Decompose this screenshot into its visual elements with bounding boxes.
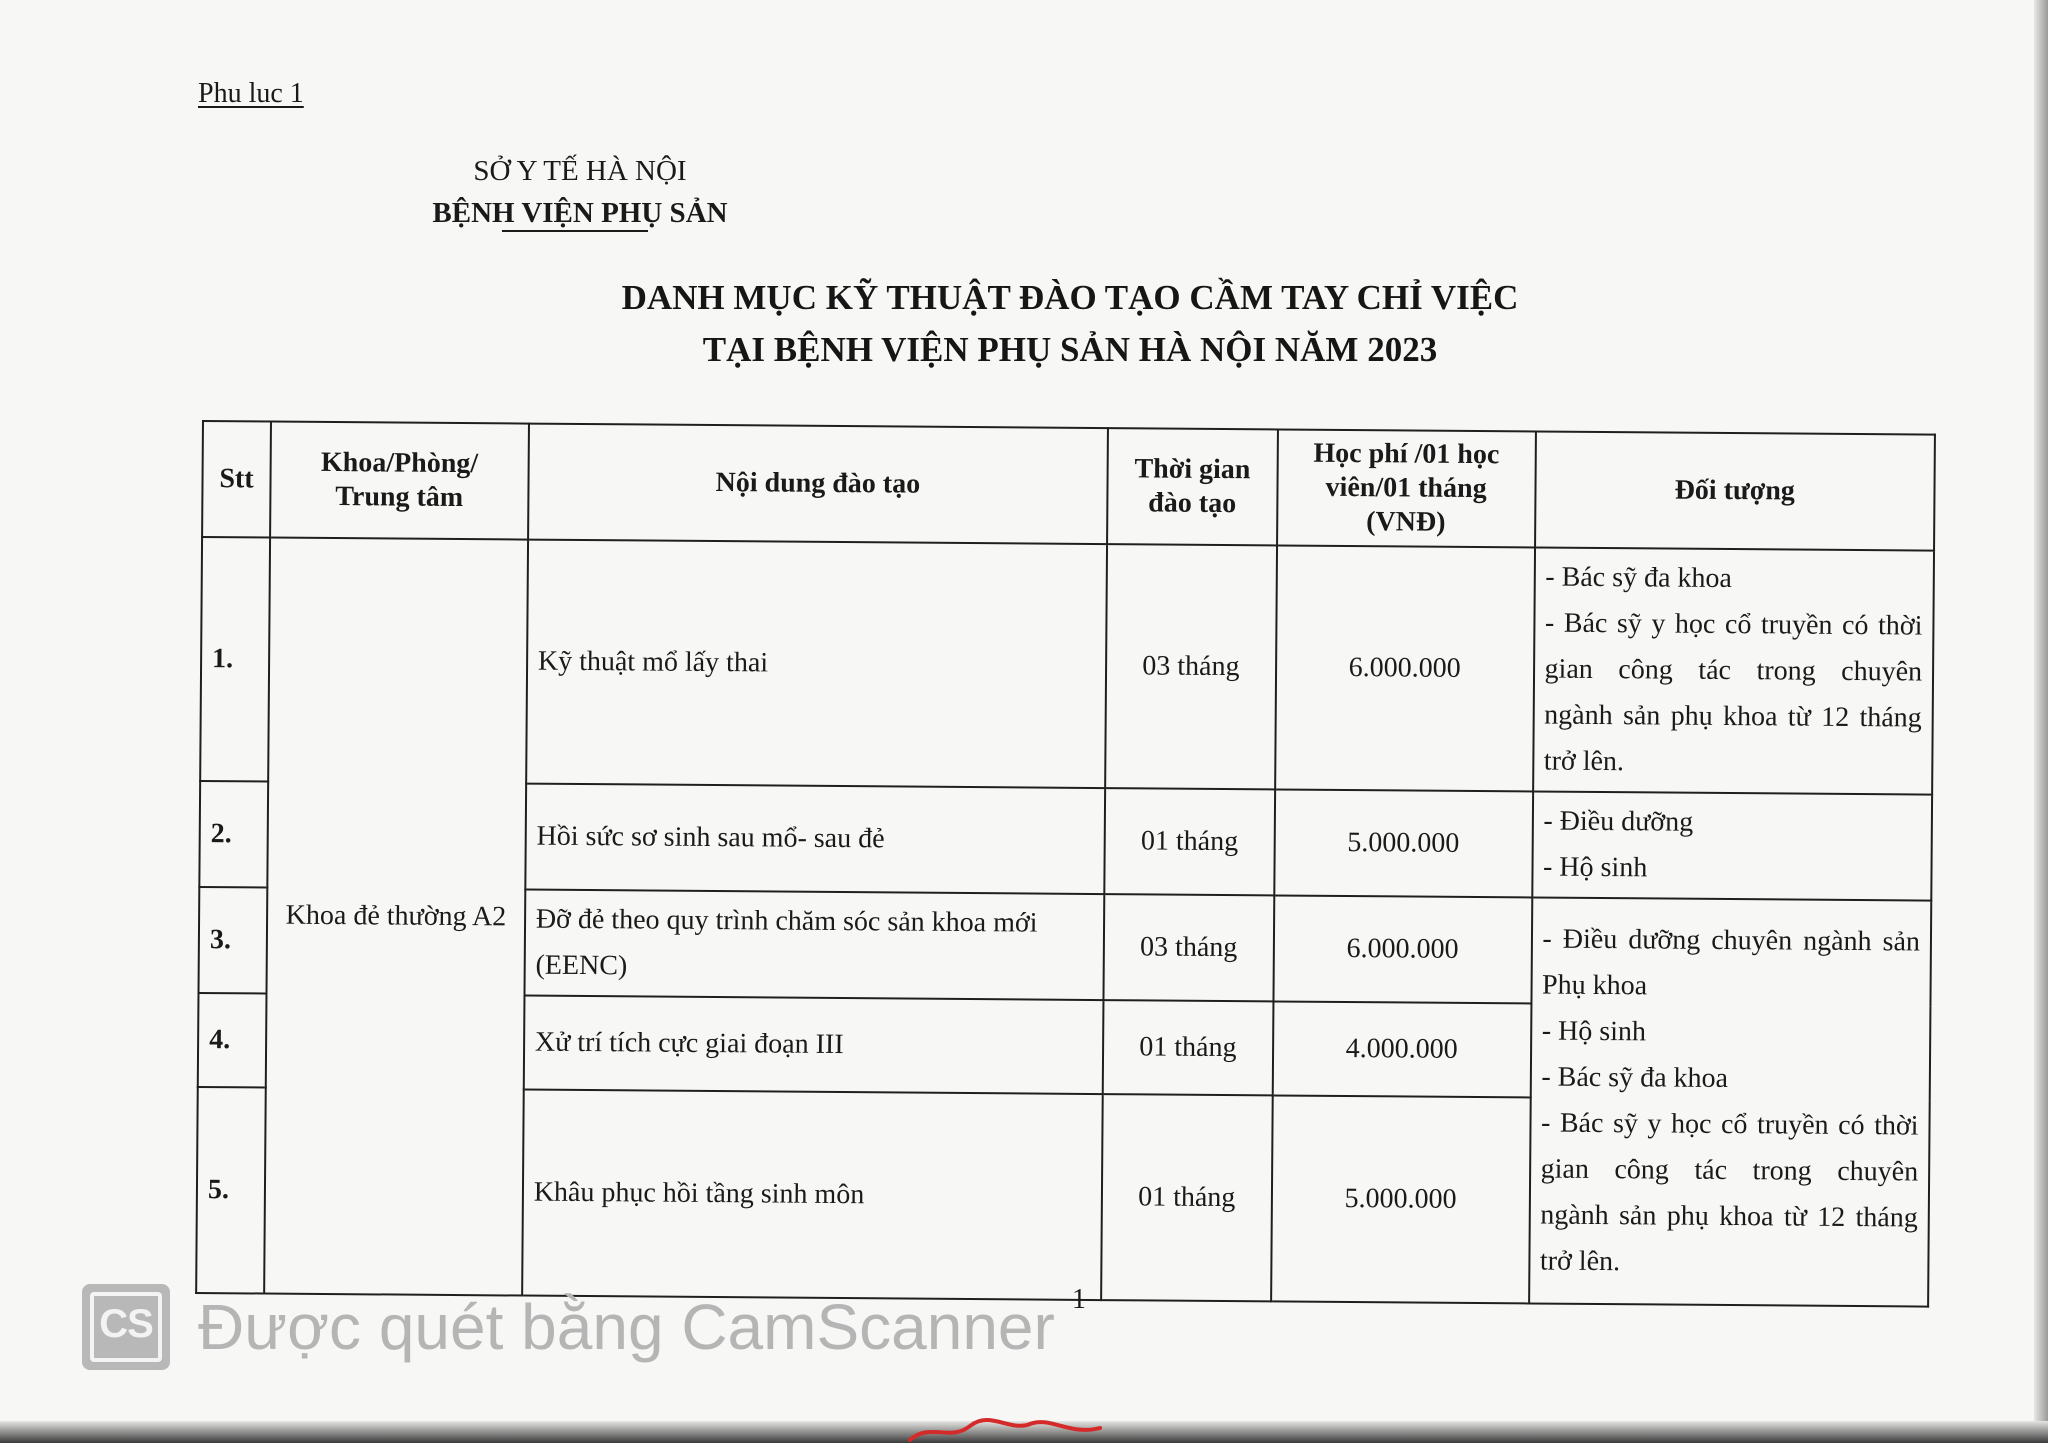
department-cell: Khoa đẻ thường A2 bbox=[264, 538, 528, 1296]
row-stt: 4. bbox=[198, 993, 267, 1088]
row-fee: 6.000.000 bbox=[1275, 545, 1535, 791]
target-line: - Bác sỹ y học cổ truyền có thời gian công tác trong chuyên ngành sản phụ khoa từ 12 tháng trở lên. bbox=[1539, 1107, 1919, 1278]
row-content: Đỡ đẻ theo quy trình chăm sóc sản khoa mới (EENC) bbox=[524, 890, 1104, 1001]
department-name: SỞ Y TẾ HÀ NỘI bbox=[473, 155, 687, 187]
row-duration: 03 tháng bbox=[1105, 544, 1277, 789]
header-duration: Thời gian đào tạo bbox=[1107, 428, 1278, 545]
row-fee: 5.000.000 bbox=[1274, 789, 1533, 897]
row-stt: 2. bbox=[199, 781, 268, 888]
row-content: Xử trí tích cực giai đoạn III bbox=[524, 996, 1104, 1095]
row-stt: 3. bbox=[198, 887, 267, 994]
page-edge-shadow bbox=[2034, 0, 2048, 1443]
hospital-name: BỆNH VIỆN PHỤ SẢN bbox=[432, 192, 727, 234]
header-fee: Học phí /01 học viên/01 tháng (VNĐ) bbox=[1277, 429, 1536, 547]
row-stt: 5. bbox=[196, 1087, 266, 1294]
header-stt: Stt bbox=[202, 421, 271, 538]
target-line: - Bác sỹ đa khoa bbox=[1545, 561, 1733, 595]
row-fee: 5.000.000 bbox=[1271, 1095, 1530, 1303]
row-duration: 01 tháng bbox=[1104, 788, 1275, 895]
camscanner-logo-icon bbox=[82, 1284, 170, 1370]
target-line: - Hộ sinh bbox=[1542, 851, 1648, 884]
target-cell bbox=[1533, 547, 1934, 794]
header-content: Nội dung đào tạo bbox=[528, 424, 1108, 545]
watermark-text: Được quét bằng CamScanner bbox=[198, 1291, 1055, 1363]
red-ink-mark bbox=[900, 1412, 1120, 1442]
target-line: - Điều dưỡng chuyên ngành sản Phụ khoa bbox=[1541, 923, 1921, 1002]
target-line: - Bác sỹ đa khoa bbox=[1541, 1061, 1729, 1095]
row-content: Kỹ thuật mổ lấy thai bbox=[526, 540, 1107, 789]
target-cell bbox=[1532, 791, 1932, 900]
header-target: Đối tượng bbox=[1535, 431, 1935, 550]
row-duration: 01 tháng bbox=[1103, 1000, 1274, 1095]
training-catalog-table bbox=[195, 420, 1936, 1308]
header-department: Khoa/Phòng/ Trung tâm bbox=[270, 422, 529, 540]
camscanner-watermark bbox=[82, 1282, 1055, 1372]
document-title bbox=[500, 272, 1640, 376]
page-number: 1 bbox=[1072, 1284, 1086, 1315]
row-duration: 01 tháng bbox=[1101, 1094, 1272, 1301]
row-content: Khâu phục hồi tầng sinh môn bbox=[522, 1090, 1103, 1301]
row-content: Hồi sức sơ sinh sau mổ- sau đẻ bbox=[525, 784, 1105, 895]
row-duration: 03 tháng bbox=[1103, 894, 1274, 1001]
title-line-1: DANH MỤC KỸ THUẬT ĐÀO TẠO CẦM TAY CHỈ VIỆC bbox=[621, 278, 1519, 317]
target-line: - Điều dưỡng bbox=[1543, 805, 1694, 838]
target-cell bbox=[1529, 897, 1932, 1306]
appendix-label: Phu luc 1 bbox=[198, 78, 304, 109]
row-fee: 6.000.000 bbox=[1273, 895, 1532, 1003]
table-header-row bbox=[202, 421, 1935, 551]
logo-text: CS bbox=[99, 1302, 153, 1346]
agency-header bbox=[370, 150, 790, 234]
title-line-2: TẠI BỆNH VIỆN PHỤ SẢN HÀ NỘI NĂM 2023 bbox=[702, 330, 1438, 369]
row-fee: 4.000.000 bbox=[1272, 1001, 1530, 1097]
target-line: - Hộ sinh bbox=[1541, 1015, 1647, 1048]
table-row bbox=[200, 537, 1934, 795]
target-line: - Bác sỹ y học cổ truyền có thời gian công tác trong chuyên ngành sản phụ khoa từ 12 tháng trở lên. bbox=[1543, 607, 1923, 778]
row-stt: 1. bbox=[200, 537, 270, 782]
